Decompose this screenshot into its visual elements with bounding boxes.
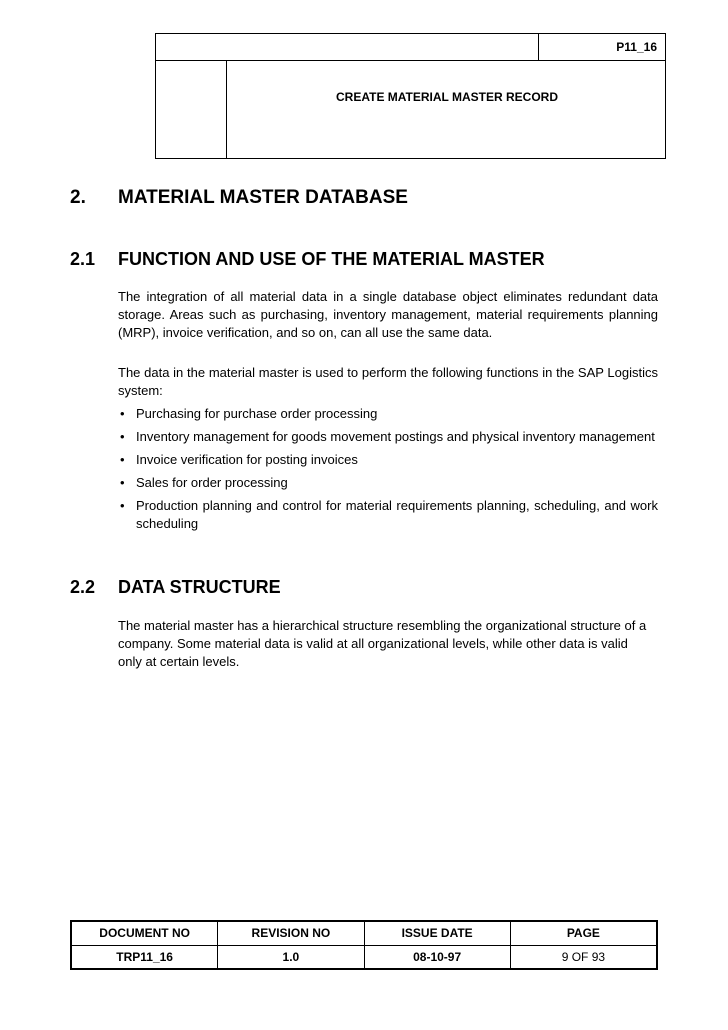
- subsection-title: FUNCTION AND USE OF THE MATERIAL MASTER: [118, 249, 545, 269]
- document-header: [155, 33, 666, 159]
- list-item: • Invoice verification for posting invoices: [120, 452, 358, 467]
- list-item: • Purchasing for purchase order processing: [120, 406, 378, 421]
- bullet-icon: •: [120, 406, 125, 421]
- section-title: MATERIAL MASTER DATABASE: [118, 187, 408, 208]
- list-item: • Inventory management for goods movement postings and physical inventory management: [120, 429, 655, 444]
- revision-number: 1.0: [218, 945, 364, 969]
- bullet-icon: •: [120, 429, 125, 444]
- paragraph: The integration of all material data in a single database object eliminates redundant data storage. Areas such as purchasing, inventory management, material requirements planning (MRP), invoice verification, and so on, can all use the same data.: [118, 289, 658, 340]
- function-list: [118, 405, 658, 538]
- section-number: 2.: [70, 187, 86, 208]
- footer-header-cell: REVISION NO: [218, 922, 364, 946]
- footer-table: [71, 921, 657, 969]
- table-row: [72, 945, 657, 969]
- paragraph: The material master has a hierarchical structure resembling the organizational structure of a company. Some material data is valid at all organizational levels, while other data is valid only at certain levels.: [118, 618, 647, 669]
- document-number: TRP11_16: [72, 945, 218, 969]
- list-item: • Sales for order processing: [120, 475, 288, 490]
- subsection-number: 2.2: [70, 577, 96, 597]
- document-title: CREATE MATERIAL MASTER RECORD: [336, 90, 558, 104]
- table-row: [72, 922, 657, 946]
- bullet-icon: •: [120, 475, 125, 490]
- footer-header-cell: DOCUMENT NO: [72, 922, 218, 946]
- bullet-icon: •: [120, 498, 125, 513]
- header-divider: [156, 60, 665, 61]
- paragraph: The data in the material master is used to perform the following functions in the SAP Logistics system:: [118, 365, 658, 398]
- document-footer: [70, 920, 658, 970]
- bullet-icon: •: [120, 452, 125, 467]
- list-item: • Production planning and control for material requirements planning, scheduling, and work scheduling: [120, 498, 658, 531]
- document-code: P11_16: [616, 40, 657, 54]
- subsection-number: 2.1: [70, 249, 96, 269]
- subsection-title: DATA STRUCTURE: [118, 577, 281, 597]
- page-number: 9 OF 93: [510, 945, 656, 969]
- footer-header-cell: ISSUE DATE: [364, 922, 510, 946]
- footer-header-cell: PAGE: [510, 922, 656, 946]
- header-divider: [226, 60, 227, 159]
- issue-date: 08-10-97: [364, 945, 510, 969]
